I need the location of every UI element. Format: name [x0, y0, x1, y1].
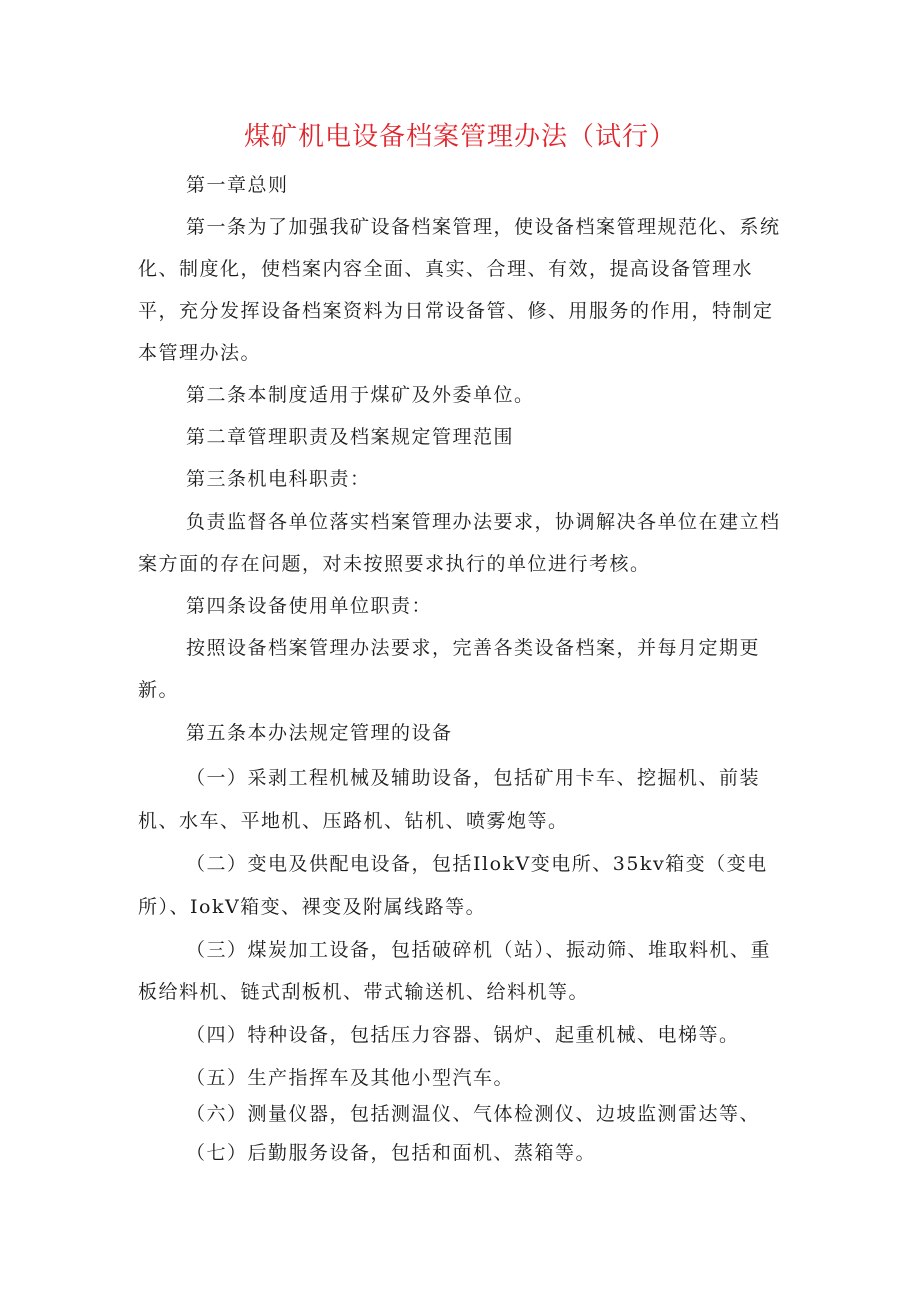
item-1-line-2: 机、水车、平地机、压路机、钻机、喷雾炮等。	[138, 810, 569, 832]
article-3-line-1: 负责监督各单位落实档案管理办法要求，协调解决各单位在建立档	[186, 511, 781, 533]
item-3-line-2: 板给料机、链式刮板机、带式输送机、给料机等。	[138, 981, 590, 1003]
item-3-line-1: （三）煤炭加工设备，包括破碎机（站）、振动筛、堆取料机、重	[186, 939, 772, 961]
item-1-line-1: （一）采剥工程机械及辅助设备，包括矿用卡车、挖掘机、前装	[186, 767, 761, 789]
item-7: （七）后勤服务设备，包括和面机、蒸箱等。	[186, 1142, 597, 1164]
article-1-line-1: 第一条为了加强我矿设备档案管理，使设备档案管理规范化、系统	[186, 216, 781, 238]
article-1-line-4: 本管理办法。	[138, 342, 262, 364]
article-4-heading: 第四条设备使用单位职责：	[186, 595, 433, 617]
item-2-line-1: （二）变电及供配电设备，包括IlokV变电所、35kv箱变（变电	[186, 853, 768, 875]
article-2: 第二条本制度适用于煤矿及外委单位。	[186, 384, 535, 406]
item-6: （六）测量仪器，包括测温仪、气体检测仪、边坡监测雷达等、	[186, 1103, 761, 1125]
item-4: （四）特种设备，包括压力容器、锅炉、起重机械、电梯等。	[186, 1024, 740, 1046]
article-4-line-2: 新。	[138, 679, 180, 701]
item-2-line-2: 所）、IokV箱变、裸变及附属线路等。	[138, 896, 487, 918]
chapter-2-heading: 第二章管理职责及档案规定管理范围	[186, 426, 515, 448]
article-1-line-3: 平，充分发挥设备档案资料为日常设备管、修、用服务的作用，特制定	[138, 300, 774, 322]
item-5: （五）生产指挥车及其他小型汽车。	[186, 1067, 515, 1089]
article-5-heading: 第五条本办法规定管理的设备	[186, 722, 453, 744]
chapter-1-heading: 第一章总则	[186, 174, 289, 196]
article-1-line-2: 化、制度化，使档案内容全面、真实、合理、有效，提高设备管理水	[138, 258, 754, 280]
article-4-line-1: 按照设备档案管理办法要求，完善各类设备档案，并每月定期更	[186, 637, 761, 659]
article-3-heading: 第三条机电科职责：	[186, 468, 371, 490]
article-3-line-2: 案方面的存在问题，对未按照要求执行的单位进行考核。	[138, 553, 651, 575]
document-title: 煤矿机电设备档案管理办法（试行）	[243, 122, 676, 152]
